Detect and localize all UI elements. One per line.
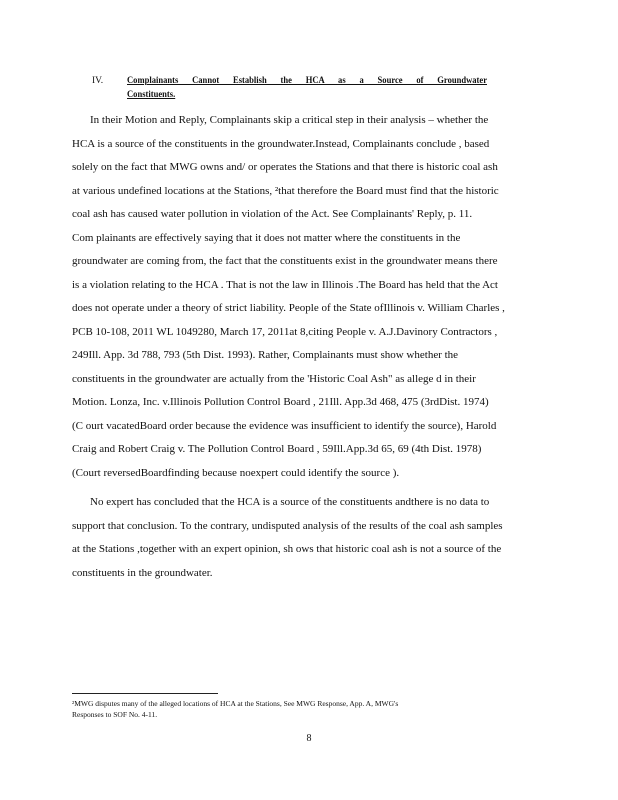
text-line: In their Motion and Reply, Complainants skip a critical step in their analysis – whether the [90,114,489,126]
footnote [72,698,512,720]
paragraph-1 [72,109,542,485]
page-number: 8 [306,733,312,744]
body-text [72,109,542,585]
text-line: No expert has concluded that the HCA is a source of the constituents andthere is no data to [90,496,490,508]
text-line: constituents in the groundwater are actually from the 'Historic Coal Ash" as allege d in their [72,372,476,385]
text-line: support that conclusion. To the contrary, undisputed analysis of the results of the coal ash samples [72,519,503,532]
text-line: Motion. Lonza, Inc. v.Illinois Pollution Control Board , 21Ill. App.3d 468, 475 (3rdDist. 1974) [72,396,489,408]
text-line: coal ash has caused water pollution in violation of the Act. See Complainants' Reply, p. 11. [72,208,473,220]
text-line: Craig and Robert Craig v. The Pollution Control Board , 59Ill.App.3d 65, 69 (4th Dist. 1978) [72,443,482,455]
text-line: solely on the fact that MWG owns and/ or operates the Stations and that there is historic coal ash [72,161,498,173]
text-line: (Court reversedBoardfinding because noexpert could identify the source ). [72,466,400,479]
section-title-continued: Constituents. [127,90,176,100]
text-line: (C ourt vacatedBoard order because the evidence was insufficient to identify the source), Harold [72,419,497,432]
footnote-line: Responses to SOF No. 4-11. [72,710,158,719]
text-line: PCB 10-108, 2011 WL 1049280, March 17, 2011at 8,citing People v. A.J.Davinory Contractors , [72,325,498,338]
text-line: does not operate under a theory of strict liability. People of the State ofIllinois v. William Charles , [72,302,505,314]
text-line: at the Stations ,together with an expert opinion, sh ows that historic coal ash is not a source of the [72,543,502,555]
text-line: Com plainants are effectively saying that it does not matter where the constituents in the [72,231,461,244]
text-line: 249Ill. App. 3d 788, 793 (5th Dist. 1993). Rather, Complainants must show whether the [72,349,459,361]
section-title: Complainants Cannot Establish the HCA as a Source of Groundwater [127,76,487,86]
text-line: groundwater are coming from, the fact that the constituents exist in the groundwater means there [72,255,498,267]
text-line: HCA is a source of the constituents in the groundwater.Instead, Complainants conclude , based [72,137,490,150]
section-number: IV. [92,76,104,86]
footnote-rule [72,693,218,694]
paragraph-2 [72,491,542,585]
text-line: is a violation relating to the HCA . That is not the law in Illinois .The Board has held that the Act [72,278,498,291]
footnote-line: ²MWG disputes many of the alleged locations of HCA at the Stations, See MWG Response, App. A, MWG's [72,699,399,708]
text-line: at various undefined locations at the Stations, ²that therefore the Board must find that the historic [72,184,499,197]
text-line: constituents in the groundwater. [72,566,213,579]
